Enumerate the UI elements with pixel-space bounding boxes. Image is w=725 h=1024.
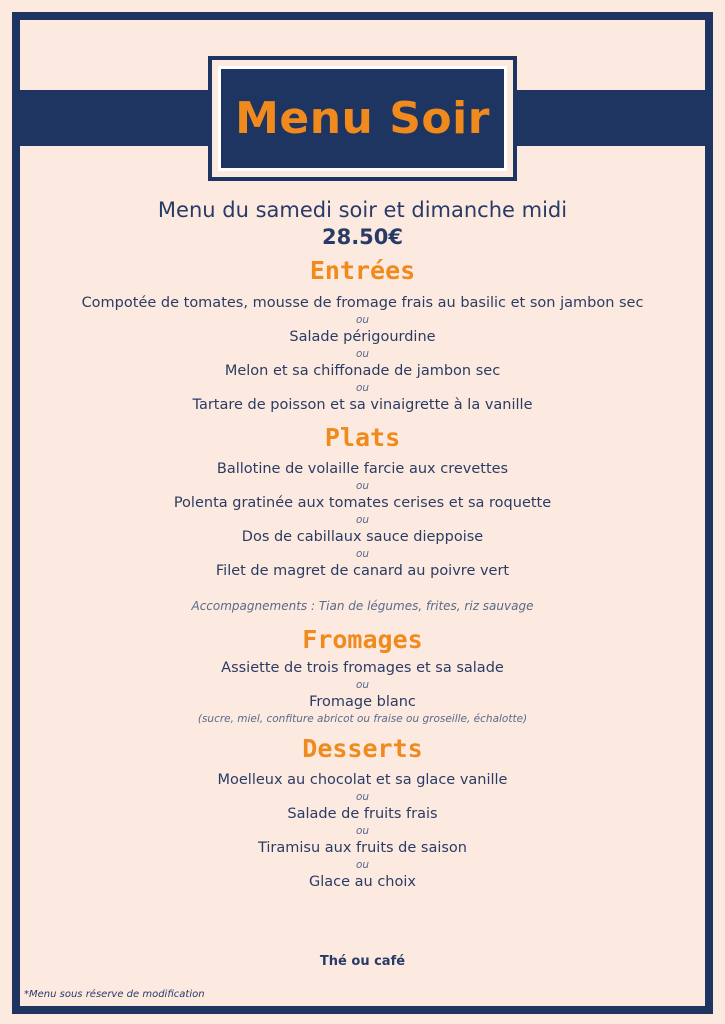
- dish-item: Fromage blanc: [309, 694, 416, 710]
- menu-title: Menu Soir: [235, 93, 490, 144]
- separator-ou: ou: [355, 859, 370, 871]
- title-inner: [218, 66, 507, 171]
- dish-item: Moelleux au chocolat et sa glace vanille: [217, 772, 508, 788]
- dish-item: Melon et sa chiffonade de jambon sec: [224, 363, 501, 379]
- separator-ou: ou: [355, 314, 370, 326]
- separator-ou: ou: [355, 382, 370, 394]
- menu-content: [20, 196, 705, 892]
- dish-item: Polenta gratinée aux tomates cerises et sa roquette: [173, 495, 552, 511]
- separator-ou: ou: [355, 679, 370, 691]
- dish-item: Tiramisu aux fruits de saison: [257, 840, 467, 856]
- dish-item: Tartare de poisson et sa vinaigrette à la vanille: [192, 397, 533, 413]
- fromage-blanc-options: (sucre, miel, confiture abricot ou fraise ou groseille, échalotte): [197, 713, 528, 725]
- title-box: [208, 56, 517, 181]
- dish-item: Salade de fruits frais: [287, 806, 438, 822]
- disclaimer: *Menu sous réserve de modification: [24, 989, 205, 1000]
- separator-ou: ou: [355, 348, 370, 360]
- section-title-plats: Plats: [324, 423, 401, 452]
- menu-price: 28.50€: [321, 225, 404, 249]
- accompaniments-note: Accompagnements : Tian de légumes, frites, riz sauvage: [191, 599, 534, 613]
- dish-item: Salade périgourdine: [289, 329, 436, 345]
- dish-item: Glace au choix: [309, 874, 416, 890]
- separator-ou: ou: [355, 514, 370, 526]
- section-title-desserts: Desserts: [302, 734, 423, 763]
- dish-item: Assiette de trois fromages et sa salade: [221, 660, 504, 676]
- separator-ou: ou: [355, 825, 370, 837]
- dish-item: Dos de cabillaux sauce dieppoise: [241, 529, 484, 545]
- section-title-fromages: Fromages: [302, 625, 423, 654]
- section-title-entrees: Entrées: [309, 256, 416, 285]
- separator-ou: ou: [355, 548, 370, 560]
- menu-subtitle: Menu du samedi soir et dimanche midi: [157, 198, 568, 222]
- dish-item: Compotée de tomates, mousse de fromage frais au basilic et son jambon sec: [81, 295, 644, 311]
- separator-ou: ou: [355, 480, 370, 492]
- dish-item: Ballotine de volaille farcie aux crevettes: [216, 461, 509, 477]
- drink-note: Thé ou café: [319, 954, 406, 969]
- dish-item: Filet de magret de canard au poivre vert: [215, 563, 510, 579]
- separator-ou: ou: [355, 791, 370, 803]
